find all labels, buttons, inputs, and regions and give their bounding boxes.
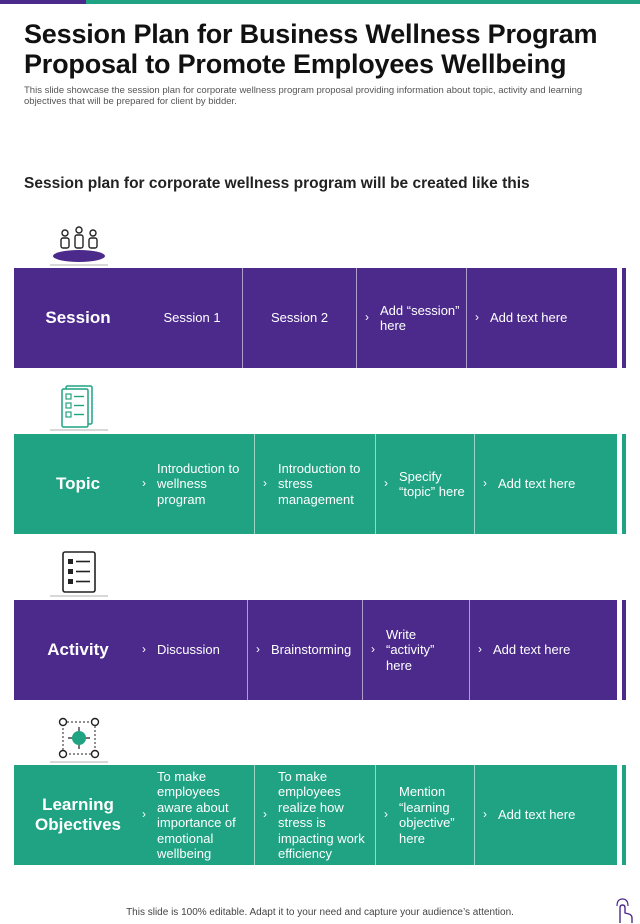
touch-hand-icon — [610, 896, 636, 924]
chevron-right-icon: › — [384, 807, 388, 822]
task-list-icon — [48, 548, 110, 598]
row-label: Learning Objectives — [35, 795, 121, 834]
chevron-right-icon: › — [384, 476, 388, 491]
row-cell: › Add text here — [474, 434, 617, 534]
topic-row — [14, 434, 617, 534]
row-label: Topic — [55, 474, 101, 493]
chevron-right-icon: › — [475, 310, 479, 325]
top-accent-purple — [0, 0, 86, 4]
chevron-right-icon: › — [263, 807, 267, 822]
row-cell: › Add “session” here — [356, 268, 466, 368]
chevron-right-icon: › — [142, 642, 146, 657]
learning-objectives-row — [14, 765, 617, 865]
row-cell: › Brainstorming — [247, 600, 362, 700]
row-cell: › Write “activity” here — [362, 600, 469, 700]
row-cell: › Mention “learning objective” here — [375, 765, 474, 865]
row-cell: › To make employees realize how stress is impacting work efficiency — [254, 765, 375, 865]
row-cell: Session 1 — [163, 310, 221, 326]
slide-subtitle: This slide showcase the session plan for corporate wellness program proposal providing information about topic, activity and learning objectives that will be prepared for client by bidder. — [24, 85, 583, 107]
row-label: Activity — [47, 640, 109, 659]
row-side-bar — [622, 600, 626, 700]
chevron-right-icon: › — [483, 476, 487, 491]
chevron-right-icon: › — [371, 642, 375, 657]
meeting-people-icon — [48, 222, 110, 272]
row-cell: Session 2 — [242, 268, 356, 368]
row-cell: › Discussion — [134, 600, 247, 700]
footer-note: This slide is 100% editable. Adapt it to your need and capture your audience’s attention. — [126, 907, 514, 918]
top-accent-bar — [0, 0, 640, 4]
activity-row — [14, 600, 617, 700]
chevron-right-icon: › — [142, 476, 146, 491]
chevron-right-icon: › — [142, 807, 146, 822]
row-side-bar — [622, 434, 626, 534]
section-heading: Session plan for corporate wellness program will be created like this — [24, 175, 530, 192]
row-cell: › Add text here — [469, 600, 617, 700]
row-side-bar — [622, 268, 626, 368]
slide-title: Session Plan for Business Wellness Program Proposal to Promote Employees Wellbeing — [24, 19, 598, 79]
chevron-right-icon: › — [263, 476, 267, 491]
chevron-right-icon: › — [478, 642, 482, 657]
target-network-icon — [48, 714, 110, 764]
row-cell: › Introduction to wellness program — [134, 434, 254, 534]
checklist-clipboard-icon — [48, 383, 110, 433]
row-cell: › Specify “topic” here — [375, 434, 474, 534]
chevron-right-icon: › — [483, 807, 487, 822]
session-row — [14, 268, 617, 368]
row-side-bar — [622, 765, 626, 865]
row-cell: › Introduction to stress management — [254, 434, 375, 534]
row-label: Session — [45, 308, 111, 327]
chevron-right-icon: › — [256, 642, 260, 657]
row-cell: › To make employees aware about importance of emotional wellbeing — [134, 765, 254, 865]
chevron-right-icon: › — [365, 310, 369, 325]
row-cell: › Add text here — [474, 765, 617, 865]
row-cell: › Add text here — [466, 268, 617, 368]
